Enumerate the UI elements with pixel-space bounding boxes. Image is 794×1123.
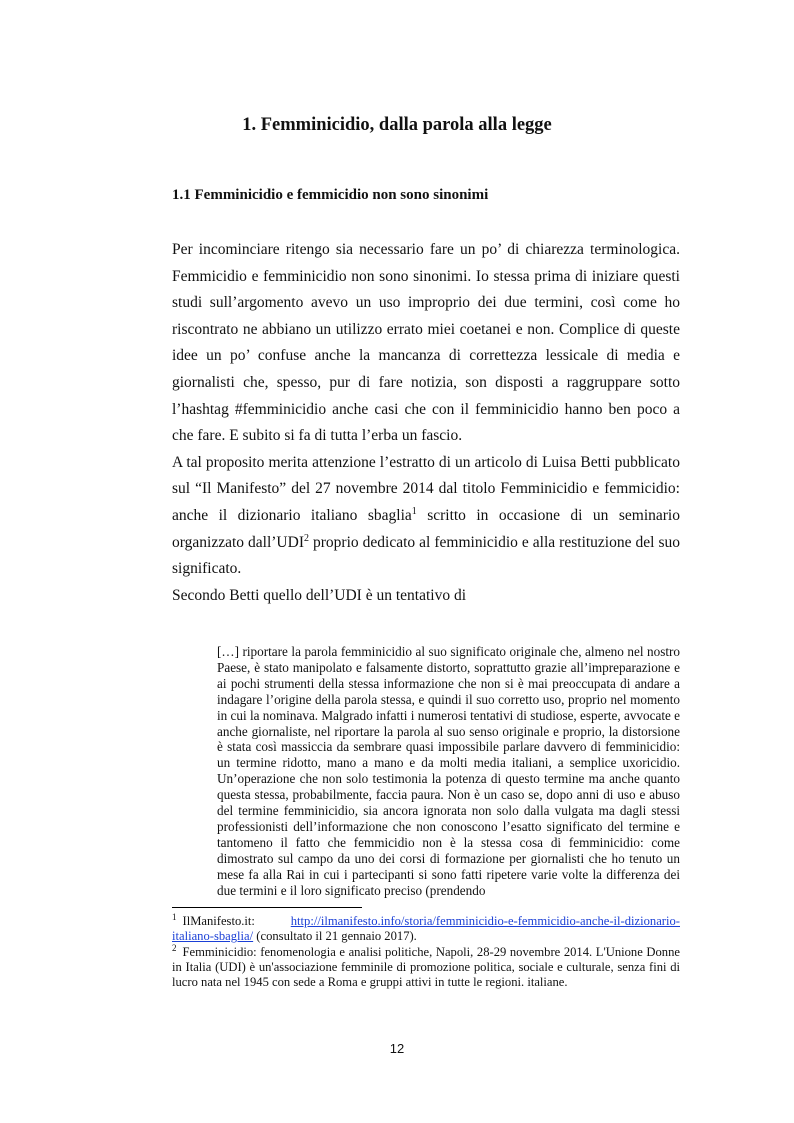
footnote-link[interactable]: http://ilmanifesto.info/storia/femminicidio-e-femmicidio-anche-il-dizionario-italiano-sbaglia/ [172, 914, 680, 944]
section-title: 1.1 Femminicidio e femmicidio non sono sinonimi [172, 187, 489, 203]
page-number: 12 [389, 1041, 405, 1056]
footnote-mark: 2 [172, 942, 177, 953]
paragraph-quote-intro: Secondo Betti quello dell’UDI è un tentativo di [172, 586, 467, 604]
body-text [172, 237, 680, 609]
paragraph-text: proprio dedicato al femminicidio e alla restituzione del suo significato. [172, 533, 680, 578]
paragraph-text: scritto in occasione di un seminario organizzato dall’UDI [172, 506, 680, 551]
footnote-ref-1[interactable]: 1 [411, 505, 417, 517]
footnote-text: Femminicidio: fenomenologia e analisi politiche, Napoli, 28-29 novembre 2014. L'Unione Donne in Italia (UDI) è un'associazione femminile di promozione politica, sociale e culturale, senza fini di lucro nata nel 1945 con sede a Roma e gruppi attivi in tutte le regioni. italiane. [172, 944, 680, 990]
paragraph-text: A tal proposito merita attenzione l’estratto di un articolo di Luisa Betti pubblicato sul “Il Manifesto” del 27 novembre 2014 dal titolo Femminicidio e femmicidio: anche il dizionario italiano sbaglia [172, 453, 680, 524]
footnote-divider [172, 907, 362, 908]
footnote-2 [172, 942, 680, 991]
footnote-text: IlManifesto.it: [182, 914, 291, 928]
block-quote: […] riportare la parola femminicidio al suo significato originale che, almeno nel nostro Paese, è stato manipolato e falsamente distorto, soprattutto grazie all’impreparazione e ai pochi strumenti della stessa informazione che non si è mai preoccupata di andare a indagare l’origine della parola stessa, e quindi il suo corretto uso, proprio nel momento in cui la nominava. Malgrado infatti i numerosi tentativi di studiose, esperte, avvocate e anche giornaliste, nel riportare la parola al suo senso originale e proprio, la distorsione è stata così massiccia da sembrare quasi impossibile parlare davvero di femminicidio: un termine ridotto, mano a mano e da molti media italiani, a semplice uxoricidio. Un’operazione che non solo testimonia la potenza di questo termine ma anche quanto questa stessa, probabilmente, faccia paura. Non è un caso se, dopo anni di uso e abuso del termine femminicidio, sia ancora ignorata non solo dalla vulgata ma dagli stessi professionisti dell’informazione che non conoscono l’esatto significato del termine e tantomeno il fatto che femmicidio non è la stessa cosa di femminicidio: come dimostrato sul campo da uno dei corsi di formazione per giornalisti che ho tenuto un mese fa alla Rai in cui i partecipanti si sono fatti ripetere varie volte la differenza dei due termini e il loro significato preciso (prendendo [217, 644, 680, 898]
footnote-ref-2[interactable]: 2 [303, 532, 309, 544]
footnotes [172, 914, 680, 990]
paragraph-betti-article [172, 450, 680, 583]
footnote-mark: 1 [172, 912, 177, 922]
footnote-text: (consultato il 21 gennaio 2017). [253, 929, 417, 944]
paragraph-intro: Per incominciare ritengo sia necessario fare un po’ di chiarezza terminologica. Femmicidio e femminicidio non sono sinonimi. Io stessa prima di iniziare questi studi sull’argomento avevo un uso improprio dei due termini, così come ho riscontrato ne abbiano un utilizzo errato miei coetanei e non. Complice di queste idee un po’ confuse anche la mancanza di correttezza lessicale di media e giornalisti che, spesso, pur di fare notizia, son disposti a raggruppare sotto l’hashtag #femminicidio anche casi che con il femminicidio hanno ben poco a che fare. E subito si fa di tutta l’erba un fascio. [172, 241, 680, 445]
chapter-title: 1. Femminicidio, dalla parola alla legge [242, 115, 552, 135]
footnote-1 [172, 914, 680, 945]
